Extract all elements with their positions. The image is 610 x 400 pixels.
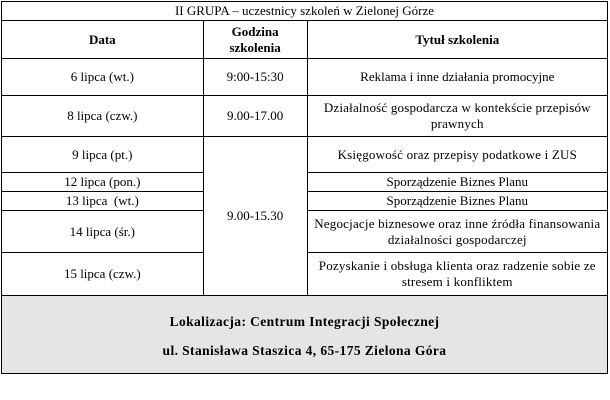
row-topic: Księgowość oraz przepisy podatkowe i ZUS — [307, 137, 607, 173]
row-date: 8 lipca (czw.) — [2, 96, 204, 137]
schedule-table — [1, 1, 608, 296]
row-topic: Reklama i inne działania promocyjne — [307, 59, 607, 96]
row-topic: Sporządzenie Biznes Planu — [307, 173, 607, 192]
row-time: 9:00-15:30 — [203, 59, 307, 96]
table-row — [2, 137, 608, 173]
schedule-document — [1, 1, 608, 398]
row-topic: Sporządzenie Biznes Planu — [307, 192, 607, 211]
row-topic: Pozyskanie i obsługa klienta oraz radzenie sobie ze stresem i konfliktem — [307, 253, 607, 296]
row-date: 9 lipca (pt.) — [2, 137, 204, 173]
header-time: Godzina szkolenia — [203, 21, 307, 59]
header-topic: Tytuł szkolenia — [307, 21, 607, 59]
title-row — [2, 2, 608, 21]
row-time-merged: 9.00-15.30 — [203, 137, 307, 296]
table-title: II GRUPA – uczestnicy szkoleń w Zielonej Górze — [2, 2, 608, 21]
table-row — [2, 59, 608, 96]
row-time: 9.00-17.00 — [203, 96, 307, 137]
address-label: ul. Stanisława Staszica 4, 65-175 Zielona Góra — [162, 343, 447, 358]
row-topic: Negocjacje biznesowe oraz inne źródła finansowania działalności gospodarczej — [307, 211, 607, 253]
header-row — [2, 21, 608, 59]
row-date: 6 lipca (wt.) — [2, 59, 204, 96]
location-label: Lokalizacja: Centrum Integracji Społecznej — [169, 314, 440, 329]
row-date: 14 lipca (śr.) — [2, 211, 204, 253]
row-date: 15 lipca (czw.) — [2, 253, 204, 296]
location-footer — [1, 296, 608, 374]
row-topic: Działalność gospodarcza w kontekście przepisów prawnych — [307, 96, 607, 137]
header-date: Data — [2, 21, 204, 59]
row-date: 13 lipca (wt.) — [2, 192, 204, 211]
row-date: 12 lipca (pon.) — [2, 173, 204, 192]
table-row — [2, 96, 608, 137]
